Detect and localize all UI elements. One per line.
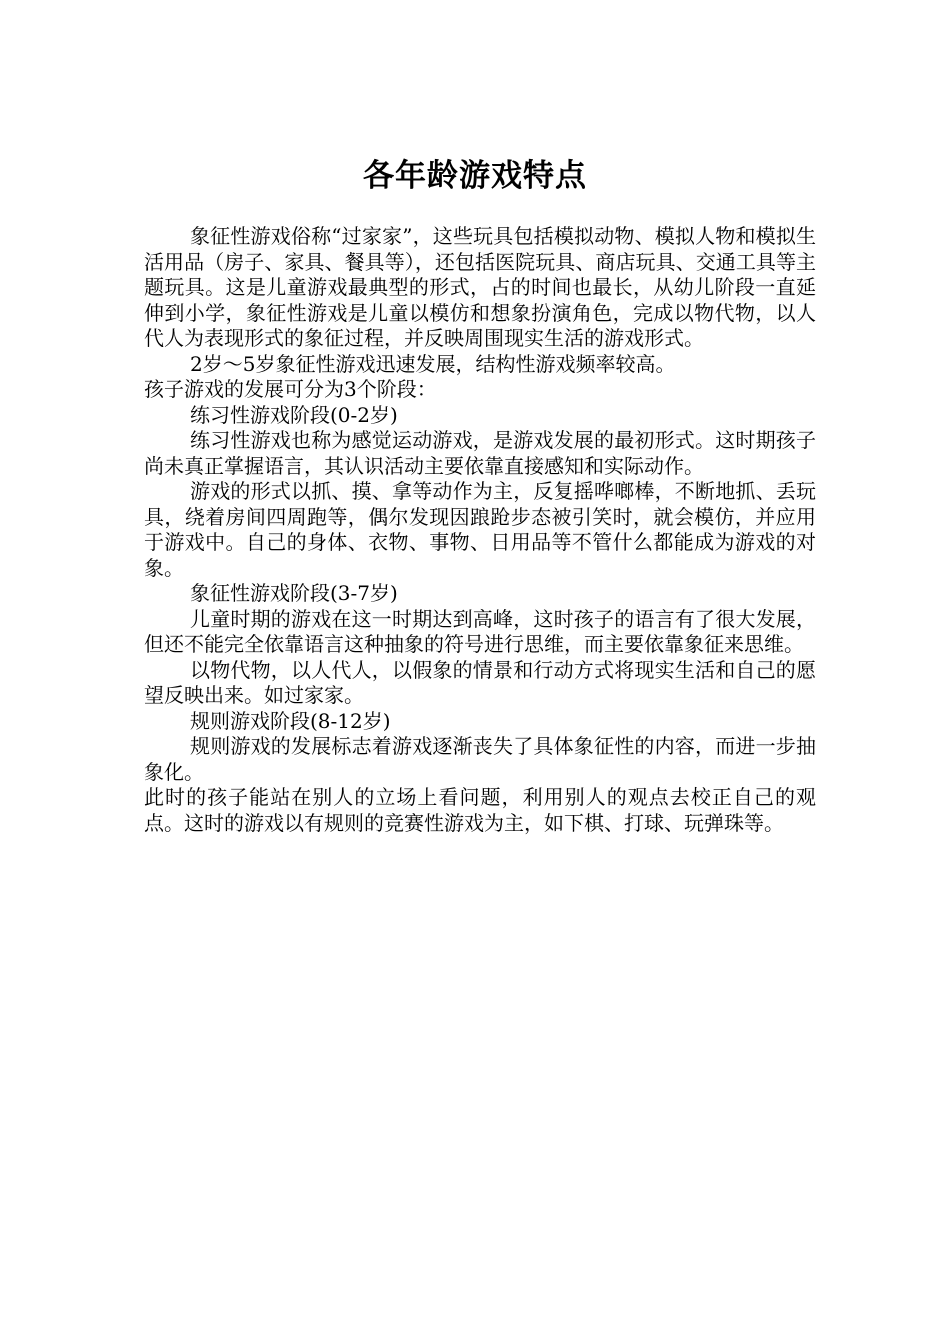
- heading-rule-play-stage: 规则游戏阶段(8-12岁): [190, 708, 391, 733]
- paragraph-practice-play-definition: 练习性游戏也称为感觉运动游戏，是游戏发展的最初形式。这时期孩子尚未真正掌握语言，其认识活动主要依靠直接感知和实际动作。: [144, 428, 816, 478]
- document-title: 各年龄游戏特点: [363, 158, 587, 194]
- paragraph-rule-play-perspective: 此时的孩子能站在别人的立场上看问题，利用别人的观点去校正自己的观点。这时的游戏以有规则的竞赛性游戏为主，如下棋、打球、玩弹珠等。: [144, 785, 816, 835]
- document-body: [144, 224, 816, 836]
- paragraph-rule-play-development: 规则游戏的发展标志着游戏逐渐丧失了具体象征性的内容，而进一步抽象化。: [144, 734, 816, 784]
- paragraph-symbolic-play-intro: 象征性游戏俗称“过家家”，这些玩具包括模拟动物、模拟人物和模拟生活用品（房子、家具、餐具等），还包括医院玩具、商店玩具、交通工具等主题玩具。这是儿童游戏最典型的形式，占的时间也最长，从幼儿阶段一直延伸到小学，象征性游戏是儿童以模仿和想象扮演角色，完成以物代物，以人代人为表现形式的象征过程，并反映周围现实生活的游戏形式。: [144, 224, 816, 350]
- paragraph-symbolic-play-peak: 儿童时期的游戏在这一时期达到高峰，这时孩子的语言有了很大发展，但还不能完全依靠语言这种抽象的符号进行思维，而主要依靠象征来思维。: [144, 606, 816, 656]
- paragraph-three-stages: 孩子游戏的发展可分为3个阶段：: [144, 377, 437, 401]
- paragraph-practice-play-forms: 游戏的形式以抓、摸、拿等动作为主，反复摇哗啷棒，不断地抓、丢玩具，绕着房间四周跑等，偶尔发现因踉跄步态被引笑时，就会模仿，并应用于游戏中。自己的身体、衣物、事物、日用品等不管什么都能成为游戏的对象。: [144, 479, 816, 580]
- paragraph-age-2-5: 2岁～5岁象征性游戏迅速发展，结构性游戏频率较高。: [190, 351, 676, 376]
- heading-symbolic-play-stage: 象征性游戏阶段(3-7岁): [190, 581, 398, 605]
- paragraph-symbolic-play-forms: 以物代物，以人代人，以假象的情景和行动方式将现实生活和自己的愿望反映出来。如过家家。: [144, 657, 816, 707]
- heading-practice-play-stage: 练习性游戏阶段(0-2岁): [190, 402, 398, 427]
